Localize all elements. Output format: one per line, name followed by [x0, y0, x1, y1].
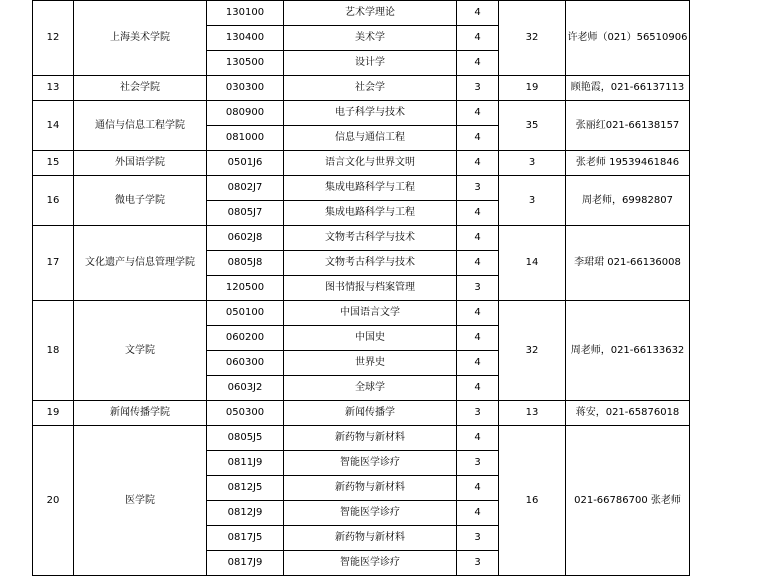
- row-index: 13: [33, 76, 74, 101]
- major-name: 美术学: [284, 26, 457, 51]
- college-name: 通信与信息工程学院: [74, 101, 207, 151]
- study-years: 4: [457, 376, 499, 401]
- major-code: 050100: [207, 301, 284, 326]
- row-index: 20: [33, 426, 74, 576]
- major-code: 0805J5: [207, 426, 284, 451]
- row-index: 12: [33, 1, 74, 76]
- study-years: 4: [457, 476, 499, 501]
- major-code: 0817J5: [207, 526, 284, 551]
- major-code: 130100: [207, 1, 284, 26]
- college-name: 文化遗产与信息管理学院: [74, 226, 207, 301]
- enrollment-count: 35: [499, 101, 566, 151]
- study-years: 4: [457, 351, 499, 376]
- major-name: 社会学: [284, 76, 457, 101]
- major-name: 文物考古科学与技术: [284, 251, 457, 276]
- major-name: 集成电路科学与工程: [284, 201, 457, 226]
- major-name: 新药物与新材料: [284, 426, 457, 451]
- major-name: 信息与通信工程: [284, 126, 457, 151]
- major-code: 0812J9: [207, 501, 284, 526]
- major-code: 081000: [207, 126, 284, 151]
- major-code: 0501J6: [207, 151, 284, 176]
- major-name: 中国语言文学: [284, 301, 457, 326]
- enrollment-count: 3: [499, 151, 566, 176]
- contact-info: 周老师，021-66133632: [566, 301, 690, 401]
- major-name: 新药物与新材料: [284, 476, 457, 501]
- major-code: 050300: [207, 401, 284, 426]
- row-index: 17: [33, 226, 74, 301]
- major-name: 新药物与新材料: [284, 526, 457, 551]
- college-name: 新闻传播学院: [74, 401, 207, 426]
- enrollment-count: 3: [499, 176, 566, 226]
- major-name: 智能医学诊疗: [284, 551, 457, 576]
- study-years: 3: [457, 76, 499, 101]
- enrollment-count: 32: [499, 1, 566, 76]
- study-years: 4: [457, 301, 499, 326]
- major-name: 智能医学诊疗: [284, 501, 457, 526]
- study-years: 4: [457, 201, 499, 226]
- contact-info: 张老师 19539461846: [566, 151, 690, 176]
- study-years: 4: [457, 501, 499, 526]
- enrollment-count: 13: [499, 401, 566, 426]
- contact-info: 李珺珺 021-66136008: [566, 226, 690, 301]
- study-years: 4: [457, 101, 499, 126]
- contact-info: 张丽红021-66138157: [566, 101, 690, 151]
- major-code: 120500: [207, 276, 284, 301]
- major-name: 新闻传播学: [284, 401, 457, 426]
- study-years: 4: [457, 51, 499, 76]
- major-name: 全球学: [284, 376, 457, 401]
- contact-info: 蒋安，021-65876018: [566, 401, 690, 426]
- major-code: 0805J8: [207, 251, 284, 276]
- major-name: 设计学: [284, 51, 457, 76]
- enrollment-count: 14: [499, 226, 566, 301]
- row-index: 18: [33, 301, 74, 401]
- major-code: 060200: [207, 326, 284, 351]
- study-years: 3: [457, 401, 499, 426]
- major-name: 智能医学诊疗: [284, 451, 457, 476]
- major-code: 0811J9: [207, 451, 284, 476]
- major-code: 030300: [207, 76, 284, 101]
- table-row: [33, 76, 690, 101]
- major-code: 0812J5: [207, 476, 284, 501]
- college-name: 微电子学院: [74, 176, 207, 226]
- study-years: 3: [457, 551, 499, 576]
- row-index: 15: [33, 151, 74, 176]
- major-code: 080900: [207, 101, 284, 126]
- college-name: 医学院: [74, 426, 207, 576]
- major-code: 0817J9: [207, 551, 284, 576]
- major-name: 集成电路科学与工程: [284, 176, 457, 201]
- table-row: [33, 301, 690, 326]
- table-body: [33, 1, 690, 576]
- row-index: 16: [33, 176, 74, 226]
- study-years: 3: [457, 526, 499, 551]
- major-name: 语言文化与世界文明: [284, 151, 457, 176]
- study-years: 3: [457, 451, 499, 476]
- major-name: 世界史: [284, 351, 457, 376]
- study-years: 4: [457, 1, 499, 26]
- major-name: 图书情报与档案管理: [284, 276, 457, 301]
- contact-info: 顾艳霞，021-66137113: [566, 76, 690, 101]
- college-name: 上海美术学院: [74, 1, 207, 76]
- study-years: 3: [457, 276, 499, 301]
- enrollment-count: 16: [499, 426, 566, 576]
- major-code: 0602J8: [207, 226, 284, 251]
- table-row: [33, 151, 690, 176]
- study-years: 3: [457, 176, 499, 201]
- table-row: [33, 226, 690, 251]
- enrollment-count: 32: [499, 301, 566, 401]
- table-row: [33, 101, 690, 126]
- major-name: 文物考古科学与技术: [284, 226, 457, 251]
- major-code: 060300: [207, 351, 284, 376]
- study-years: 4: [457, 26, 499, 51]
- major-name: 艺术学理论: [284, 1, 457, 26]
- table-row: [33, 1, 690, 26]
- college-name: 文学院: [74, 301, 207, 401]
- study-years: 4: [457, 326, 499, 351]
- study-years: 4: [457, 151, 499, 176]
- major-name: 中国史: [284, 326, 457, 351]
- table-row: [33, 426, 690, 451]
- major-code: 0603J2: [207, 376, 284, 401]
- study-years: 4: [457, 251, 499, 276]
- admissions-table: [32, 0, 690, 576]
- study-years: 4: [457, 226, 499, 251]
- row-index: 19: [33, 401, 74, 426]
- study-years: 4: [457, 426, 499, 451]
- major-code: 130400: [207, 26, 284, 51]
- enrollment-count: 19: [499, 76, 566, 101]
- major-code: 130500: [207, 51, 284, 76]
- table-row: [33, 176, 690, 201]
- major-code: 0805J7: [207, 201, 284, 226]
- contact-info: 许老师（021）56510906: [566, 1, 690, 76]
- study-years: 4: [457, 126, 499, 151]
- contact-info: 021-66786700 张老师: [566, 426, 690, 576]
- contact-info: 周老师，69982807: [566, 176, 690, 226]
- college-name: 社会学院: [74, 76, 207, 101]
- major-code: 0802J7: [207, 176, 284, 201]
- college-name: 外国语学院: [74, 151, 207, 176]
- table-row: [33, 401, 690, 426]
- major-name: 电子科学与技术: [284, 101, 457, 126]
- row-index: 14: [33, 101, 74, 151]
